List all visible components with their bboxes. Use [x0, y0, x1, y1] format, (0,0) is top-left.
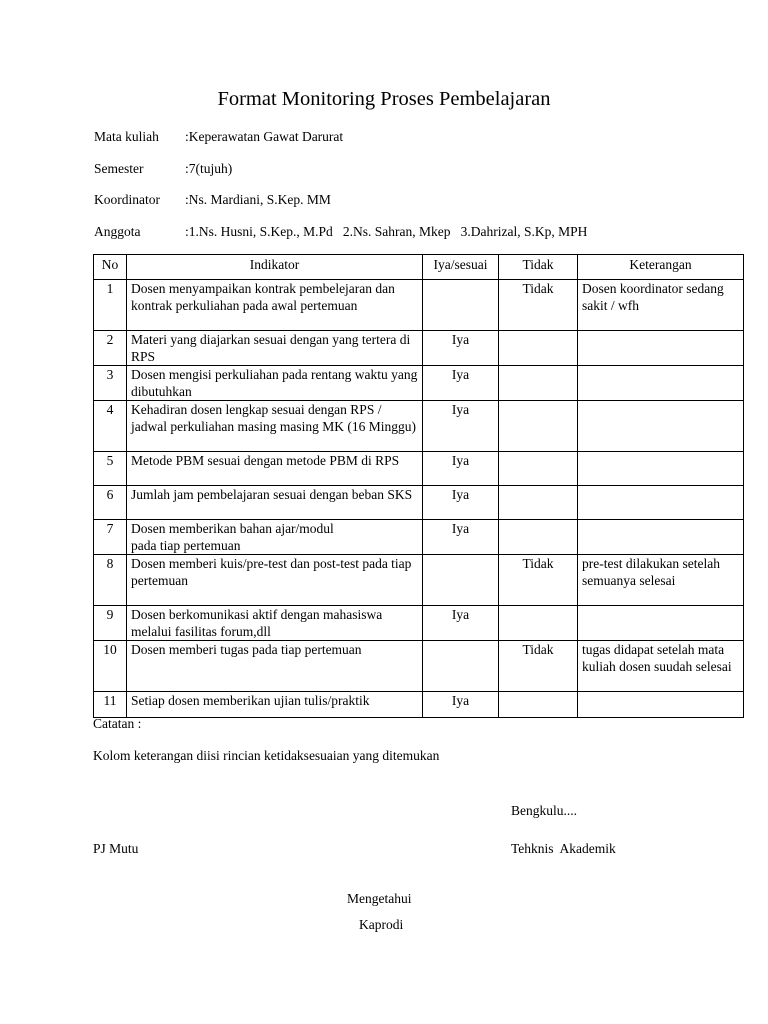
acknowledged-role: Kaprodi — [359, 917, 404, 932]
monitoring-table — [93, 254, 744, 718]
cell-iya: Iya — [423, 606, 499, 641]
cell-keterangan — [578, 452, 744, 486]
cell-keterangan: pre-test dilakukan setelah semuanya selesai — [578, 555, 744, 606]
table-row — [94, 486, 744, 520]
meta-value: :Keperawatan Gawat Darurat — [185, 129, 344, 144]
cell-tidak — [499, 401, 578, 452]
cell-indikator: Materi yang diajarkan sesuai dengan yang tertera di RPS — [127, 331, 423, 366]
signature-left-role: PJ Mutu — [93, 841, 139, 856]
cell-tidak: Tidak — [499, 641, 578, 692]
cell-iya: Iya — [423, 401, 499, 452]
table-row — [94, 452, 744, 486]
cell-iya: Iya — [423, 331, 499, 366]
document-title: Format Monitoring Proses Pembelajaran — [217, 88, 551, 110]
cell-indikator: Jumlah jam pembelajaran sesuai dengan beban SKS — [127, 486, 423, 520]
cell-tidak — [499, 366, 578, 401]
cell-keterangan — [578, 331, 744, 366]
cell-no: 4 — [94, 401, 127, 452]
signature-right-role: Tehknis Akademik — [511, 841, 616, 856]
header-no: No — [94, 255, 127, 280]
cell-iya — [423, 555, 499, 606]
catatan-label: Catatan : — [93, 716, 142, 731]
table-header-row — [94, 255, 744, 280]
cell-iya: Iya — [423, 486, 499, 520]
cell-iya: Iya — [423, 452, 499, 486]
table-row — [94, 280, 744, 331]
table-row — [94, 331, 744, 366]
cell-no: 10 — [94, 641, 127, 692]
cell-iya — [423, 641, 499, 692]
cell-keterangan: tugas didapat setelah mata kuliah dosen suudah selesai — [578, 641, 744, 692]
cell-tidak — [499, 452, 578, 486]
cell-indikator: Metode PBM sesuai dengan metode PBM di RPS — [127, 452, 423, 486]
meta-label: Anggota — [94, 224, 141, 239]
cell-no: 8 — [94, 555, 127, 606]
table-row — [94, 401, 744, 452]
cell-no: 6 — [94, 486, 127, 520]
cell-keterangan — [578, 401, 744, 452]
cell-tidak — [499, 331, 578, 366]
cell-iya: Iya — [423, 366, 499, 401]
table-row — [94, 641, 744, 692]
cell-indikator: Dosen menyampaikan kontrak pembelejaran dan kontrak perkuliahan pada awal pertemuan — [127, 280, 423, 331]
header-tidak: Tidak — [499, 255, 578, 280]
cell-tidak — [499, 692, 578, 718]
meta-label: Semester — [94, 161, 144, 176]
cell-keterangan — [578, 486, 744, 520]
cell-iya — [423, 280, 499, 331]
cell-tidak: Tidak — [499, 555, 578, 606]
table-row — [94, 366, 744, 401]
cell-no: 9 — [94, 606, 127, 641]
cell-no: 3 — [94, 366, 127, 401]
table-row — [94, 606, 744, 641]
header-iya: Iya/sesuai — [423, 255, 499, 280]
cell-iya: Iya — [423, 520, 499, 555]
header-keterangan: Keterangan — [578, 255, 744, 280]
cell-keterangan — [578, 606, 744, 641]
cell-no: 5 — [94, 452, 127, 486]
cell-no: 2 — [94, 331, 127, 366]
cell-indikator: Setiap dosen memberikan ujian tulis/praktik — [127, 692, 423, 718]
cell-keterangan — [578, 520, 744, 555]
cell-no: 1 — [94, 280, 127, 331]
cell-tidak — [499, 520, 578, 555]
table-row — [94, 555, 744, 606]
meta-value: :1.Ns. Husni, S.Kep., M.Pd 2.Ns. Sahran, Mkep 3.Dahrizal, S.Kp, MPH — [185, 224, 588, 239]
meta-value: :7(tujuh) — [185, 161, 233, 176]
cell-iya: Iya — [423, 692, 499, 718]
cell-no: 7 — [94, 520, 127, 555]
cell-tidak: Tidak — [499, 280, 578, 331]
cell-tidak — [499, 606, 578, 641]
table-row — [94, 520, 744, 555]
cell-keterangan: Dosen koordinator sedang sakit / wfh — [578, 280, 744, 331]
meta-value: :Ns. Mardiani, S.Kep. MM — [185, 192, 331, 207]
signature-place: Bengkulu.... — [511, 803, 577, 818]
acknowledged-label: Mengetahui — [347, 891, 412, 906]
cell-keterangan — [578, 366, 744, 401]
catatan-text: Kolom keterangan diisi rincian ketidaksesuaian yang ditemukan — [93, 748, 440, 763]
cell-indikator: Dosen memberi kuis/pre-test dan post-test pada tiap pertemuan — [127, 555, 423, 606]
table-row — [94, 692, 744, 718]
cell-keterangan — [578, 692, 744, 718]
cell-tidak — [499, 486, 578, 520]
header-indikator: Indikator — [127, 255, 423, 280]
meta-label: Mata kuliah — [94, 129, 159, 144]
cell-indikator: Dosen memberikan bahan ajar/modul pada tiap pertemuan — [127, 520, 423, 555]
meta-label: Koordinator — [94, 192, 160, 207]
cell-indikator: Kehadiran dosen lengkap sesuai dengan RPS / jadwal perkuliahan masing masing MK (16 Minggu) — [127, 401, 423, 452]
cell-indikator: Dosen memberi tugas pada tiap pertemuan — [127, 641, 423, 692]
cell-no: 11 — [94, 692, 127, 718]
cell-indikator: Dosen mengisi perkuliahan pada rentang waktu yang dibutuhkan — [127, 366, 423, 401]
cell-indikator: Dosen berkomunikasi aktif dengan mahasiswa melalui fasilitas forum,dll — [127, 606, 423, 641]
